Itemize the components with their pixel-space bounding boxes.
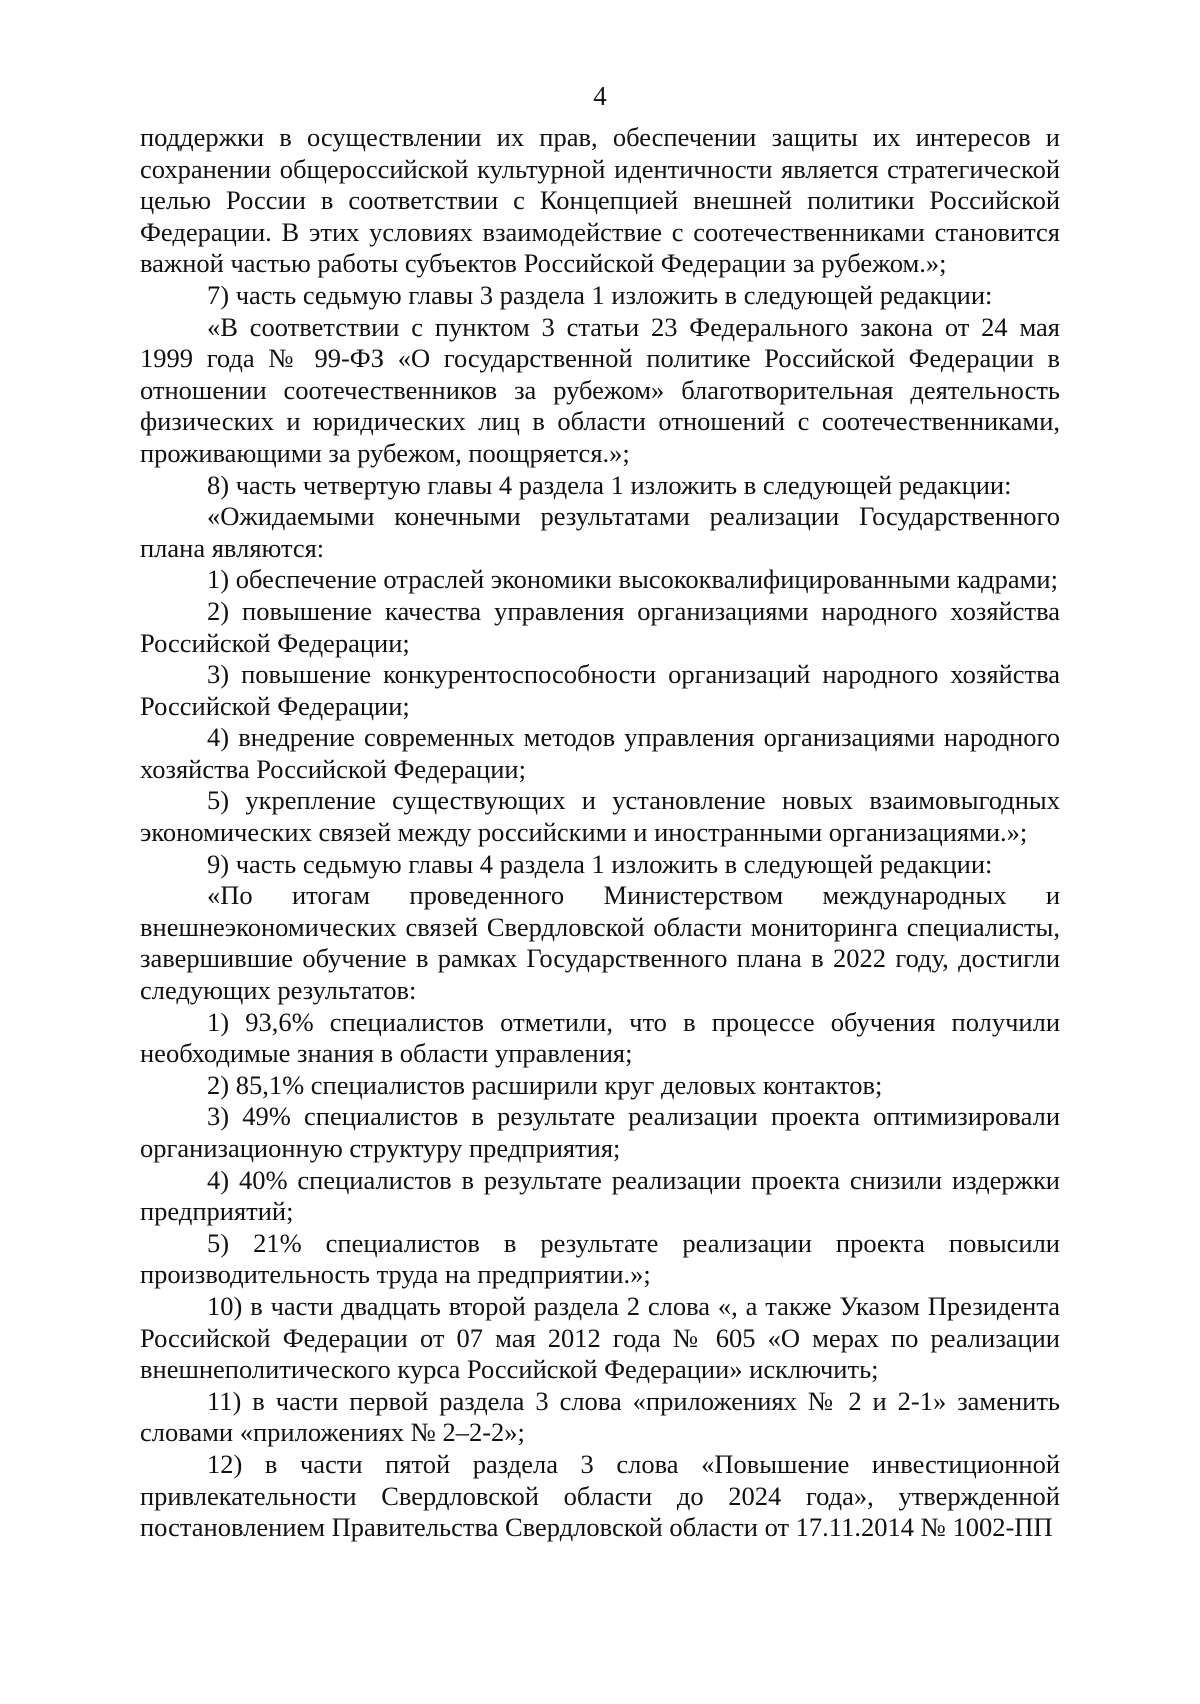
paragraph-item-10: 10) в части двадцать второй раздела 2 слова «, а также Указом Президента Российской Федерации от 07 мая 2012 года № 605 «О мерах по реализации внешнеполитического курса Российской Федерации» исключить; [140,1290,1060,1385]
paragraph-continuation: поддержки в осуществлении их прав, обеспечении защиты их интересов и сохранении общероссийской культурной идентичности является стратегической целью России в соответствии с Концепцией внешней политики Российской Федерации. В этих условиях взаимодействие с соотечественниками становится важной частью работы субъектов Российской Федерации за рубежом.»; [140,122,1060,279]
paragraph-quote-7: «В соответствии с пунктом 3 статьи 23 Федерального закона от 24 мая 1999 года № 99-ФЗ «О государственной политике Российской Федерации в отношении соотечественников за рубежом» благотворительная деятельность физических и юридических лиц в области отношений с соотечественниками, проживающими за рубежом, поощряется.»; [140,311,1060,468]
list-item-9-4: 4) 40% специалистов в результате реализации проекта снизили издержки предприятий; [140,1164,1060,1227]
paragraph-item-11: 11) в части первой раздела 3 слова «приложениях № 2 и 2-1» заменить словами «приложениях № 2–2-2»; [140,1385,1060,1448]
list-item-8-4: 4) внедрение современных методов управления организациями народного хозяйства Российской Федерации; [140,722,1060,784]
list-item-8-1: 1) обеспечение отраслей экономики высококвалифицированными кадрами; [207,564,1058,595]
paragraph-quote-9: «По итогам проведенного Министерством международных и внешнеэкономических связей Свердловской области мониторинга специалисты, завершившие обучение в рамках Государственного плана в 2022 году, достигли следующих результатов: [140,880,1060,1006]
list-item-8-5: 5) укрепление существующих и установление новых взаимовыгодных экономических связей между российскими и иностранными организациями.»; [140,785,1060,848]
list-item-9-5: 5) 21% специалистов в результате реализации проекта повысили производительность труда на предприятии.»; [140,1227,1060,1290]
paragraph-quote-8: «Ожидаемыми конечными результатами реализации Государственного плана являются: [140,501,1060,563]
list-item-9-3: 3) 49% специалистов в результате реализации проекта оптимизировали организационную структуру предприятия; [140,1101,1060,1163]
page-number: 4 [593,81,607,111]
list-item-9-1: 1) 93,6% специалистов отметили, что в процессе обучения получили необходимые знания в области управления; [140,1006,1060,1069]
list-item-9-2: 2) 85,1% специалистов расширили круг деловых контактов; [207,1069,883,1100]
paragraph-item-9: 9) часть седьмую главы 4 раздела 1 изложить в следующей редакции: [207,848,993,879]
list-item-8-3: 3) повышение конкурентоспособности организаций народного хозяйства Российской Федерации; [140,659,1060,721]
paragraph-item-7: 7) часть седьмую главы 3 раздела 1 изложить в следующей редакции: [207,279,993,310]
list-item-8-2: 2) повышение качества управления организациями народного хозяйства Российской Федерации; [140,595,1060,658]
document-body [140,122,1060,1544]
paragraph-item-12: 12) в части пятой раздела 3 слова «Повышение инвестиционной привлекательности Свердловской области до 2024 года», утвержденной постановлением Правительства Свердловской области от 17.11.2014 № 1002-ПП [140,1448,1060,1543]
paragraph-item-8: 8) часть четвертую главы 4 раздела 1 изложить в следующей редакции: [207,469,1012,500]
